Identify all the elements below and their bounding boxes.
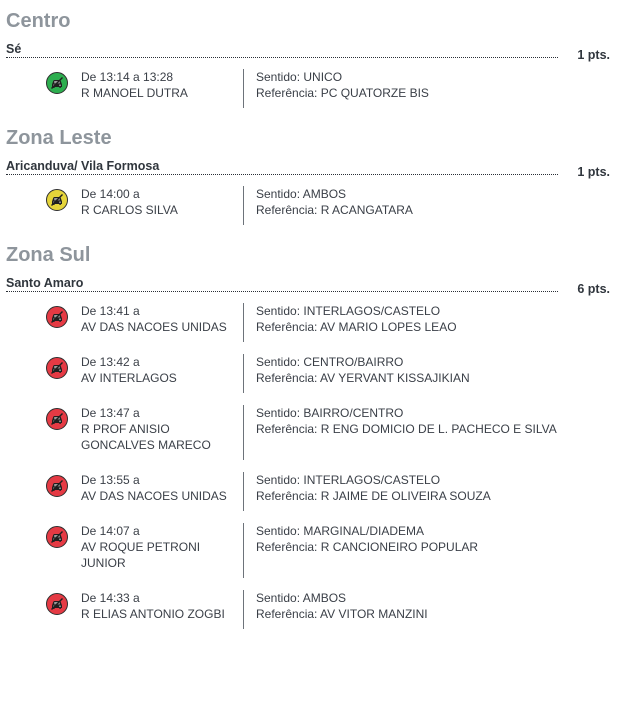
- car-icon: [46, 593, 68, 615]
- incident-item: [46, 303, 630, 341]
- incident-reference: Referência: R ACANGATARA: [256, 203, 413, 217]
- incident-reference: Referência: AV MARIO LOPES LEAO: [256, 320, 457, 334]
- incident-item: [46, 69, 630, 107]
- car-glyph: [49, 75, 65, 91]
- zone-title: Zona Sul: [6, 244, 91, 266]
- vertical-divider: [243, 354, 244, 393]
- incident-location: [81, 354, 231, 386]
- incident-time: De 13:14 a 13:28: [81, 70, 174, 84]
- zone-section: [0, 117, 630, 234]
- car-glyph: [49, 411, 65, 427]
- incident-direction: Sentido: AMBOS: [256, 591, 347, 605]
- incident-location: [81, 590, 231, 622]
- incident-direction: Sentido: INTERLAGOS/CASTELO: [256, 304, 441, 318]
- street-name: AV DAS NACOES UNIDAS: [81, 489, 227, 503]
- incident-reference: Referência: R JAIME DE OLIVEIRA SOUZA: [256, 489, 491, 503]
- zone-section: [0, 234, 630, 638]
- region-header: [0, 273, 630, 297]
- street-name: R MANOEL DUTRA: [81, 86, 188, 100]
- car-icon: [46, 526, 68, 548]
- street-name: AV DAS NACOES UNIDAS: [81, 320, 227, 334]
- incident-direction: Sentido: UNICO: [256, 70, 343, 84]
- incident-details: [256, 590, 428, 622]
- incident-list: [0, 180, 630, 234]
- incident-reference: Referência: R CANCIONEIRO POPULAR: [256, 540, 479, 554]
- incident-time: De 13:42 a: [81, 355, 140, 369]
- incident-time: De 13:47 a: [81, 406, 140, 420]
- incident-item: [46, 186, 630, 224]
- incident-reference: Referência: R ENG DOMICIO DE L. PACHECO E SILVA: [256, 422, 557, 436]
- street-name: AV ROQUE PETRONI: [81, 540, 201, 554]
- car-glyph: [49, 478, 65, 494]
- car-icon: [46, 475, 68, 497]
- region-points: 1 pts.: [577, 48, 610, 62]
- vertical-divider: [243, 69, 244, 108]
- incident-item: [46, 354, 630, 392]
- incident-time: De 14:33 a: [81, 591, 140, 605]
- car-icon: [46, 72, 68, 94]
- car-icon: [46, 306, 68, 328]
- incident-item: [46, 405, 630, 459]
- region-points: 6 pts.: [577, 282, 610, 296]
- street-name: R CARLOS SILVA: [81, 203, 178, 217]
- region-name: Sé: [6, 42, 22, 56]
- region-name: Santo Amaro: [6, 276, 84, 290]
- incident-direction: Sentido: MARGINAL/DIADEMA: [256, 524, 425, 538]
- region-name: Aricanduva/ Vila Formosa: [6, 159, 160, 173]
- car-icon: [46, 357, 68, 379]
- incident-time: De 13:41 a: [81, 304, 140, 318]
- incident-list: [0, 297, 630, 638]
- street-name: R PROF ANISIO: [81, 422, 170, 436]
- street-name: AV INTERLAGOS: [81, 371, 177, 385]
- car-glyph: [49, 360, 65, 376]
- incident-direction: Sentido: CENTRO/BAIRRO: [256, 355, 404, 369]
- incident-reference: Referência: AV VITOR MANZINI: [256, 607, 428, 621]
- incident-item: [46, 590, 630, 628]
- zone-title: Zona Leste: [6, 127, 112, 149]
- incident-details: [256, 354, 470, 386]
- street-name: R ELIAS ANTONIO ZOGBI: [81, 607, 225, 621]
- vertical-divider: [243, 590, 244, 629]
- region-points: 1 pts.: [577, 165, 610, 179]
- car-glyph: [49, 596, 65, 612]
- zone-section: [0, 0, 630, 117]
- dotted-divider: [6, 174, 558, 175]
- incident-location: [81, 405, 231, 453]
- incident-time: De 13:55 a: [81, 473, 140, 487]
- vertical-divider: [243, 186, 244, 225]
- incident-item: [46, 523, 630, 577]
- car-icon: [46, 408, 68, 430]
- region-header: [0, 156, 630, 180]
- vertical-divider: [243, 523, 244, 578]
- incident-details: [256, 472, 491, 504]
- zone-title: Centro: [6, 10, 71, 32]
- incident-details: [256, 405, 557, 437]
- incident-details: [256, 523, 478, 555]
- car-glyph: [49, 309, 65, 325]
- incident-details: [256, 303, 457, 335]
- incident-time: De 14:00 a: [81, 187, 140, 201]
- region-header: [0, 39, 630, 63]
- incident-location: [81, 523, 231, 571]
- incident-item: [46, 472, 630, 510]
- incident-location: [81, 303, 231, 335]
- car-icon: [46, 189, 68, 211]
- incident-reference: Referência: PC QUATORZE BIS: [256, 86, 429, 100]
- dotted-divider: [6, 57, 558, 58]
- car-glyph: [49, 529, 65, 545]
- vertical-divider: [243, 303, 244, 342]
- vertical-divider: [243, 472, 244, 511]
- dotted-divider: [6, 291, 558, 292]
- incident-reference: Referência: AV YERVANT KISSAJIKIAN: [256, 371, 470, 385]
- incident-location: [81, 472, 231, 504]
- incident-details: [256, 69, 429, 101]
- incident-details: [256, 186, 413, 218]
- incident-time: De 14:07 a: [81, 524, 140, 538]
- incident-direction: Sentido: AMBOS: [256, 187, 347, 201]
- vertical-divider: [243, 405, 244, 460]
- street-name: GONCALVES MARECO: [81, 438, 211, 452]
- incident-list: [0, 63, 630, 117]
- incident-location: [81, 186, 231, 218]
- incident-direction: Sentido: INTERLAGOS/CASTELO: [256, 473, 441, 487]
- incident-location: [81, 69, 231, 101]
- car-glyph: [49, 192, 65, 208]
- street-name: JUNIOR: [81, 556, 126, 570]
- incident-direction: Sentido: BAIRRO/CENTRO: [256, 406, 404, 420]
